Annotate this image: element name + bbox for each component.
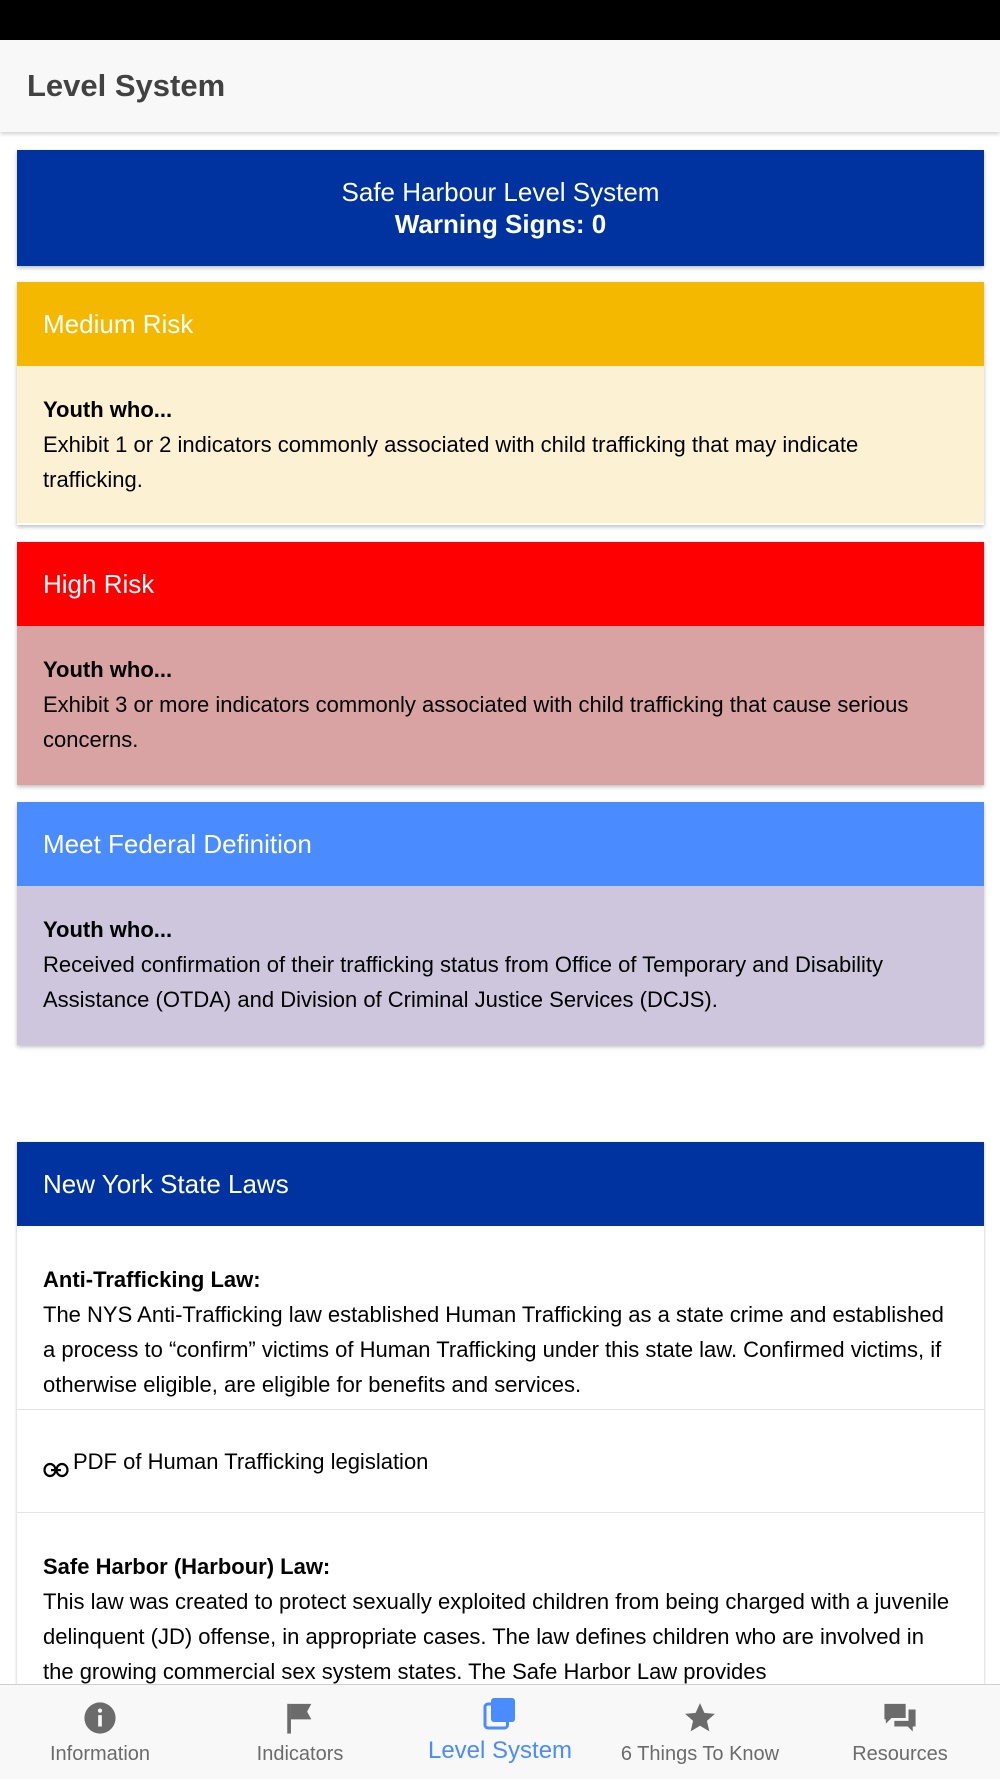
ny-state-laws-header: New York State Laws bbox=[17, 1142, 984, 1226]
federal-definition-text: Received confirmation of their trafficking status from Office of Temporary and Disability Assistance (OTDA) and Division of Criminal Justice Services (DCJS). bbox=[43, 952, 884, 1012]
federal-definition-body bbox=[17, 886, 984, 1045]
scroll-content[interactable] bbox=[0, 132, 1000, 1684]
anti-trafficking-heading: Anti-Trafficking Law: bbox=[43, 1267, 261, 1292]
anti-trafficking-text: The NYS Anti-Trafficking law established Human Trafficking as a state crime and established a process to “confirm” victims of Human Trafficking under this state law. Confirmed victims, if otherwise eligible, are eligible for benefits and services. bbox=[43, 1302, 944, 1397]
federal-definition-lead: Youth who... bbox=[43, 917, 173, 942]
high-risk-lead: Youth who... bbox=[43, 657, 173, 682]
star-icon bbox=[683, 1701, 717, 1735]
nav-indicators[interactable] bbox=[200, 1685, 400, 1779]
high-risk-body bbox=[17, 626, 984, 785]
bottom-navigation bbox=[0, 1684, 1000, 1779]
warning-signs-count: Warning Signs: 0 bbox=[394, 209, 607, 239]
banner-title: Safe Harbour Level System bbox=[341, 177, 660, 207]
medium-risk-card bbox=[17, 282, 984, 525]
nav-information-label: Information bbox=[49, 1743, 151, 1765]
safe-harbor-section bbox=[17, 1513, 984, 1684]
medium-risk-header: Medium Risk bbox=[17, 282, 984, 366]
medium-risk-body bbox=[17, 366, 984, 523]
flag-icon bbox=[283, 1701, 317, 1735]
page-title: Level System bbox=[27, 68, 226, 103]
link-icon bbox=[43, 1453, 71, 1469]
nav-resources-label: Resources bbox=[852, 1743, 948, 1765]
high-risk-text: Exhibit 3 or more indicators commonly associated with child trafficking that cause serious concerns. bbox=[43, 692, 909, 752]
nav-indicators-label: Indicators bbox=[256, 1743, 344, 1765]
status-bar bbox=[0, 0, 1000, 40]
medium-risk-lead: Youth who... bbox=[43, 397, 173, 422]
high-risk-card bbox=[17, 542, 984, 785]
nav-level-system[interactable] bbox=[400, 1685, 600, 1779]
app-bar bbox=[0, 40, 1000, 132]
nav-resources[interactable] bbox=[800, 1685, 1000, 1779]
anti-trafficking-section bbox=[17, 1226, 984, 1410]
high-risk-header: High Risk bbox=[17, 542, 984, 626]
medium-risk-text: Exhibit 1 or 2 indicators commonly associated with child trafficking that may indicate trafficking. bbox=[43, 432, 859, 492]
chat-icon bbox=[883, 1701, 917, 1735]
nav-six-things-label: 6 Things To Know bbox=[620, 1743, 780, 1765]
copy-icon bbox=[482, 1695, 518, 1731]
safe-harbor-text: This law was created to protect sexually exploited children from being charged with a juvenile delinquent (JD) offense, in appropriate cases. The law defines children who are involved in the growing commercial sex system states. The Safe Harbor Law provides bbox=[43, 1589, 950, 1684]
federal-definition-header: Meet Federal Definition bbox=[17, 802, 984, 886]
safe-harbor-heading: Safe Harbor (Harbour) Law: bbox=[43, 1554, 331, 1579]
nav-six-things[interactable] bbox=[600, 1685, 800, 1779]
info-icon bbox=[83, 1701, 117, 1735]
pdf-legislation-link[interactable] bbox=[17, 1410, 984, 1513]
nav-level-system-label: Level System bbox=[427, 1737, 573, 1764]
ny-state-laws-card bbox=[17, 1142, 984, 1684]
nav-information[interactable] bbox=[0, 1685, 200, 1779]
pdf-link-label[interactable]: PDF of Human Trafficking legislation bbox=[73, 1448, 429, 1474]
federal-definition-card bbox=[17, 802, 984, 1045]
level-system-banner bbox=[17, 150, 984, 266]
